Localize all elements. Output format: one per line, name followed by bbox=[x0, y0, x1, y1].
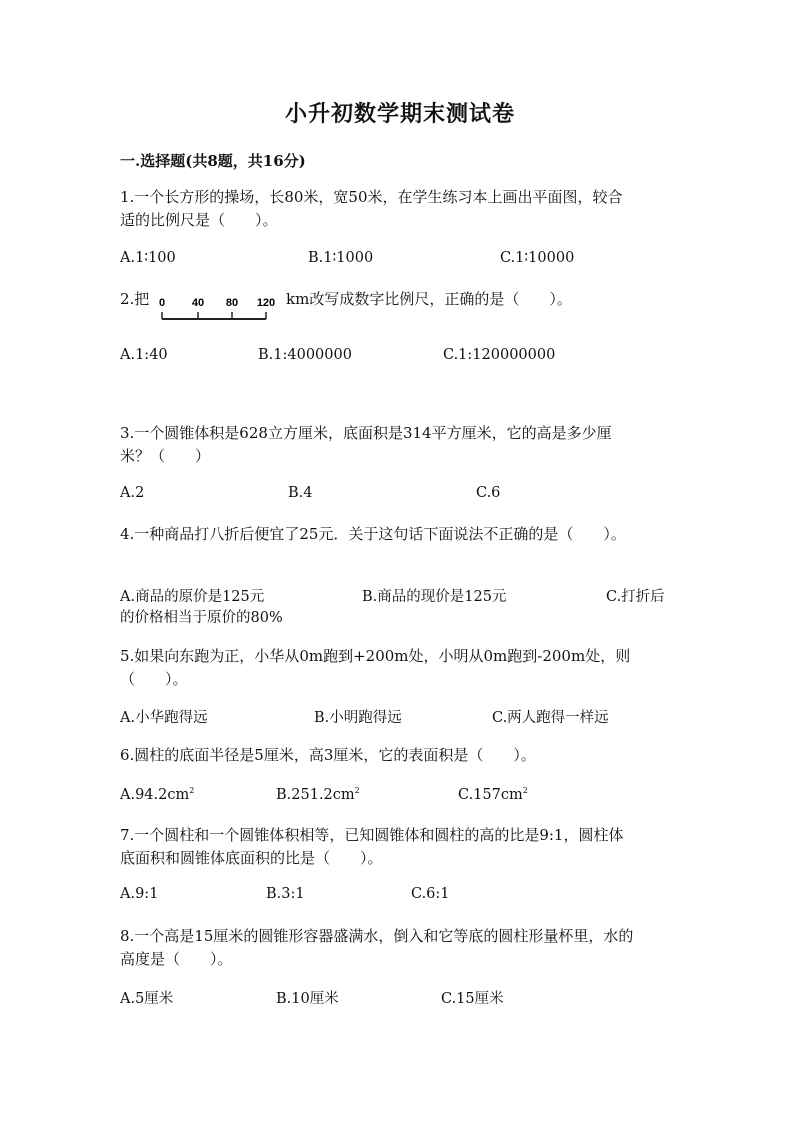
question-1-line-1: 1.一个长方形的操场，长80米，宽50米，在学生练习本上画出平面图，较合 bbox=[120, 188, 623, 206]
q2-option-b: B.1:4000000 bbox=[258, 347, 352, 363]
question-6-line-1: 6.圆柱的底面半径是5厘米，高3厘米，它的表面积是（ ）。 bbox=[120, 746, 536, 764]
q1-option-b: B.1∶1000 bbox=[308, 250, 374, 266]
q7-option-b: B.3:1 bbox=[266, 886, 305, 902]
q6-option-c bbox=[458, 786, 528, 803]
question-7-line-2: 底面积和圆锥体底面积的比是（ ）。 bbox=[120, 849, 383, 867]
question-8-line-1: 8.一个高是15厘米的圆锥形容器盛满水，倒入和它等底的圆柱形量杯里，水的 bbox=[120, 927, 634, 945]
q1-option-c: C.1∶10000 bbox=[500, 250, 575, 266]
question-1 bbox=[120, 186, 680, 232]
scale-tick-label-40: 40 bbox=[191, 297, 205, 309]
question-7-line-1: 7.一个圆柱和一个圆锥体积相等，已知圆锥体和圆柱的高的比是9:1，圆柱体 bbox=[120, 826, 624, 844]
q4-option-c-continued: 的价格相当于原价的80% bbox=[120, 610, 283, 626]
page-title: 小升初数学期末测试卷 bbox=[284, 101, 515, 127]
q6-option-a-superscript: 2 bbox=[189, 786, 195, 795]
q6-option-b bbox=[276, 786, 360, 803]
section-heading: 一.选择题(共8题，共16分) bbox=[120, 152, 306, 170]
question-4-line-1: 4.一种商品打八折后便宜了25元．关于这句话下面说法不正确的是（ ）。 bbox=[120, 525, 626, 543]
q8-option-a: A.5厘米 bbox=[120, 991, 174, 1007]
scale-tick-label-120: 120 bbox=[256, 297, 276, 309]
q1-option-a: A.1∶100 bbox=[120, 250, 176, 266]
question-8 bbox=[120, 925, 680, 971]
question-2-suffix: km改写成数字比例尺，正确的是（ ）。 bbox=[286, 290, 572, 308]
q6-option-a-text: A.94.2cm bbox=[120, 786, 190, 803]
question-2-prefix: 2.把 bbox=[120, 290, 150, 308]
question-7 bbox=[120, 824, 680, 870]
q3-option-a: A.2 bbox=[120, 485, 145, 501]
q6-option-b-text: B.251.2cm bbox=[276, 786, 355, 803]
q8-option-b: B.10厘米 bbox=[276, 991, 339, 1007]
q7-option-a: A.9:1 bbox=[120, 886, 159, 902]
q2-option-a: A.1:40 bbox=[120, 347, 168, 363]
scale-bar-diagram bbox=[158, 296, 283, 322]
q6-option-a bbox=[120, 786, 194, 803]
q8-option-c: C.15厘米 bbox=[441, 991, 504, 1007]
q7-option-c: C.6:1 bbox=[411, 886, 450, 902]
question-4 bbox=[120, 523, 680, 546]
q2-option-c: C.1:120000000 bbox=[443, 347, 556, 363]
question-3 bbox=[120, 422, 680, 468]
question-1-line-2: 适的比例尺是（ ）。 bbox=[120, 211, 278, 229]
q4-option-c: C.打折后 bbox=[606, 589, 665, 605]
q3-option-b: B.4 bbox=[288, 485, 313, 501]
q6-option-b-superscript: 2 bbox=[354, 786, 360, 795]
q5-option-b: B.小明跑得远 bbox=[314, 710, 402, 726]
q6-option-c-superscript: 2 bbox=[522, 786, 528, 795]
question-5 bbox=[120, 645, 680, 691]
scale-tick-label-0: 0 bbox=[158, 297, 166, 309]
q4-option-a: A.商品的原价是125元 bbox=[120, 589, 265, 605]
q4-option-b: B.商品的现价是125元 bbox=[362, 589, 507, 605]
scale-tick-label-80: 80 bbox=[225, 297, 239, 309]
q6-option-c-text: C.157cm bbox=[458, 786, 523, 803]
q5-option-a: A.小华跑得远 bbox=[120, 710, 208, 726]
question-5-line-1: 5.如果向东跑为正，小华从0m跑到+200m处，小明从0m跑到-200m处，则 bbox=[120, 647, 631, 665]
question-8-line-2: 高度是（ ）。 bbox=[120, 950, 233, 968]
question-6 bbox=[120, 744, 680, 767]
q3-option-c: C.6 bbox=[476, 485, 501, 501]
question-5-line-2: （ ）。 bbox=[120, 670, 188, 688]
q5-option-c: C.两人跑得一样远 bbox=[492, 710, 609, 726]
question-3-line-2: 米？（ ） bbox=[120, 447, 211, 465]
question-3-line-1: 3.一个圆锥体积是628立方厘米，底面积是314平方厘米，它的高是多少厘 bbox=[120, 424, 612, 442]
